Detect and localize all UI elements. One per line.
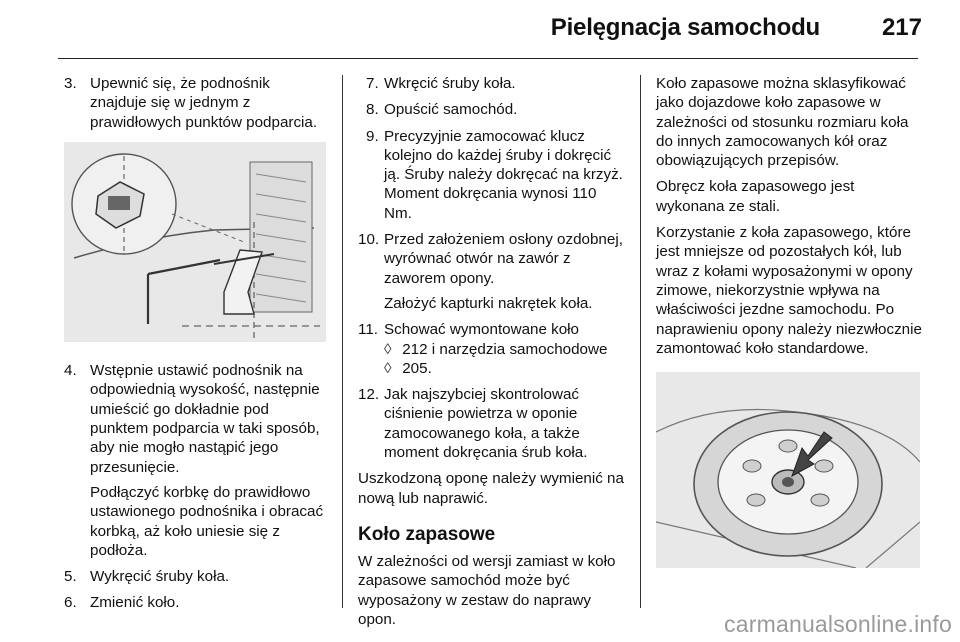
list-item-11 xyxy=(358,320,626,378)
header-rule xyxy=(58,58,918,59)
column-divider-1 xyxy=(342,75,343,608)
column-3 xyxy=(656,74,922,587)
spare-wheel-illustration xyxy=(656,372,922,573)
list-item-12 xyxy=(358,385,626,462)
page-ref-arrow-icon: ◊ xyxy=(384,340,392,358)
paragraph: W zależności od wersji zamiast w koło zapasowe samochód może być wyposażony w zestaw do naprawy opon. xyxy=(358,552,616,628)
list-number: 7. xyxy=(366,75,379,92)
list-item-4 xyxy=(64,361,326,560)
spare-wheel-svg xyxy=(656,372,920,568)
paragraph: Korzystanie z koła zapasowego, które jest mniejsze od pozostałych kół, lub wraz z kołami wyposażonymi w opony zimowe, niekorzystnie wpływa na właściwości jezdne samochodu. Po naprawieniu opony należy niezwłocznie zamontować koło standardowe. xyxy=(656,224,922,357)
list-text: Precyzyjnie zamocować klucz kolejno do każdej śruby i dokręcić ją. Śruby należy dokręcać na krzyż. Moment dokręcania wynosi 110 Nm. xyxy=(384,127,623,222)
paragraph: Uszkodzoną oponę należy wymienić na nową lub naprawić. xyxy=(358,470,624,507)
list-text: Opuścić samochód. xyxy=(384,101,518,119)
column-2 xyxy=(358,74,626,636)
page-header-title: Pielęgnacja samochodu xyxy=(550,14,820,41)
list-text: Upewnić się, że podnośnik znajduje się w jednym z prawidłowych punktów podparcia. xyxy=(90,75,318,131)
paragraph: Koło zapasowe można sklasyfikować jako dojazdowe koło zapasowe w zależności od stosunku rozmiaru koła do innych zamocowanych kół oraz obowiązujących przepisów. xyxy=(656,75,909,170)
list-subtext: Podłączyć korbkę do prawidłowo ustawionego podnośnika i obracać korbką, aż koło uniesie się z podłoża. xyxy=(90,483,324,559)
page-ref-link[interactable]: 205. xyxy=(402,359,432,377)
paragraph: Obręcz koła zapasowego jest wykonana ze stali. xyxy=(656,178,855,215)
watermark-text: carmanualsonline.info xyxy=(724,611,952,637)
list-item-7 xyxy=(358,74,626,93)
page-ref-link[interactable]: 212 i narzędzia samochodowe xyxy=(402,340,608,358)
list-number: 3. xyxy=(64,75,77,92)
list-text: Jak najszybciej skontrolować ciśnienie powietrza w oponie zamocowanego koła, a także moment dokręcania śrub koła. xyxy=(384,386,588,462)
list-text: Wkręcić śruby koła. xyxy=(384,75,516,92)
list-text: Wstępnie ustawić podnośnik na odpowiednią wysokość, następnie umieścić go dokładnie pod punktem podparcia w taki sposób, aby nie mogło nastąpić jego przesunięcie. xyxy=(90,362,320,476)
list-number: 9. xyxy=(366,127,379,145)
jack-figure-svg xyxy=(64,142,326,342)
column-divider-2 xyxy=(640,75,641,608)
list-text: Schować wymontowane koło xyxy=(384,321,580,339)
list-number: 8. xyxy=(366,101,379,119)
list-item-9 xyxy=(358,127,626,223)
list-number: 4. xyxy=(64,362,77,380)
list-text: Zmienić koło. xyxy=(90,594,180,612)
page-ref-arrow-icon: ◊ xyxy=(384,359,392,377)
section-heading: Koło zapasowe xyxy=(358,523,496,545)
list-number: 12. xyxy=(358,386,380,404)
list-item-3 xyxy=(64,74,326,132)
list-number: 11. xyxy=(358,321,378,339)
list-text: Wykręcić śruby koła. xyxy=(90,568,230,586)
list-item-6 xyxy=(64,593,326,612)
list-item-5 xyxy=(64,567,326,586)
list-subtext: Założyć kapturki nakrętek koła. xyxy=(384,294,593,312)
list-number: 5. xyxy=(64,568,77,586)
list-number: 10. xyxy=(358,231,380,249)
list-item-8 xyxy=(358,100,626,119)
column-1 xyxy=(64,74,326,620)
jack-illustration xyxy=(64,142,326,347)
page-number: 217 xyxy=(881,14,922,41)
list-text: Przed założeniem osłony ozdobnej, wyrównać otwór na zawór z zaworem opony. xyxy=(384,231,623,287)
list-number: 6. xyxy=(64,594,77,612)
list-item-10 xyxy=(358,230,626,313)
